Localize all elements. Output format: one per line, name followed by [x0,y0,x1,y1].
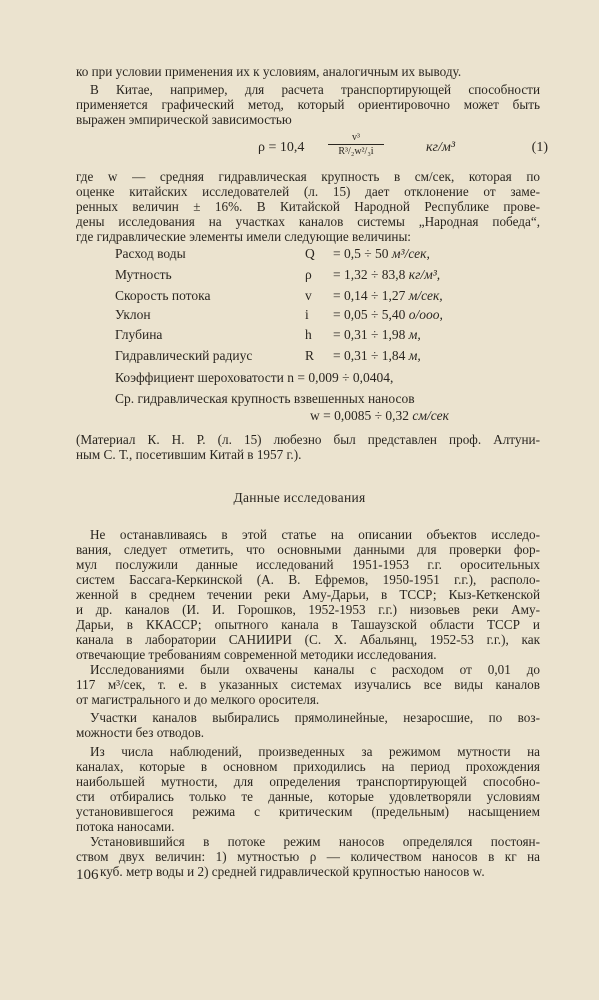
text-line: 117 м³/сек, т. е. в указанных системах изучались все виды каналов [76,677,540,692]
param-name: Уклон [115,307,151,322]
text-line: ко при условии применения их к условиям, аналогичным их выводу. [76,64,462,79]
formula-unit: кг/м³ [426,140,456,155]
param-value: = 0,31 ÷ 1,98 м, [333,327,421,342]
param-row [115,347,535,365]
text-line: сти отбирались только те данные, которые удовлетворяли условиям [76,789,540,804]
text-line: систем Бассага-Керкинской (А. В. Ефремов, 1950-1951 г.г.), располо- [76,572,540,587]
param-symbol: ρ [305,267,312,282]
param-name: Расход воды [115,246,186,261]
param-unit: м/сек, [408,288,443,303]
text-line: от магистрального и до мелкого оросителя. [76,692,320,707]
formula-numerator: v³ [352,132,360,143]
param-symbol: h [305,327,312,342]
param-symbol: i [305,307,309,322]
param-name: Гидравлический радиус [115,348,253,363]
text-line: выражен эмпирической зависимостью [76,112,292,127]
param-unit: о/ооо, [408,307,443,322]
text-line: В Китае, например, для расчета транспортирующей способности [90,82,540,97]
param-unit: кг/м³, [408,267,441,282]
roughness-line: Коэффициент шероховатости n = 0,009 ÷ 0,0404, [115,370,394,385]
settling-unit: см/сек [412,408,449,423]
text-line: дены исследования на участках каналов системы „Народная победа“, [76,214,540,229]
formula-1 [258,132,548,166]
param-row [115,287,535,305]
text-line: вания, следует отметить, что основными данными для проверки фор- [76,542,540,557]
param-value: = 0,5 ÷ 50 м³/сек, [333,246,430,261]
settling-line: Ср. гидравлическая крупность взвешенных наносов [115,391,415,406]
param-value: = 0,31 ÷ 1,84 м, [333,348,421,363]
text-line: где w — средняя гидравлическая крупность в см/сек, которая по [76,169,540,184]
param-row [115,306,535,324]
text-line: ством двух величин: 1) мутностью ρ — количеством наносов в кг на [76,849,540,864]
text-line: ным С. Т., посетившим Китай в 1957 г.). [76,447,302,462]
param-symbol: v [305,288,312,303]
param-name: Глубина [115,327,163,342]
text-line: Участки каналов выбирались прямолинейные, незаросшие, по воз- [90,710,540,725]
text-line: Исследованиями были охвачены каналы с расходом от 0,01 до [90,662,540,677]
text-line: куб. метр воды и 2) средней гидравлической крупностью наносов w. [100,864,485,879]
text-line: можности без отводов. [76,725,205,740]
settling-value-line [310,407,540,425]
text-line: отвечающие требованиям современной методики исследования. [76,647,437,662]
param-row [115,245,535,263]
text-line: применяется графический метод, который ориентировочно может быть [76,97,540,112]
param-unit: м, [408,327,421,342]
text-line: женной в среднем течении реки Аму-Дарьи, в ТССР; Кыз-Кеткенской [76,587,540,602]
page-number: 106 [76,867,99,883]
settling-value: w = 0,0085 ÷ 0,32 [310,408,410,423]
section-heading: Данные исследования [233,490,366,505]
text-line: каналах, которые в основном приходились на период прохождения [76,759,540,774]
param-name: Скорость потока [115,288,211,303]
text-line: установившегося режима с критическим (предельным) насыщением [76,804,540,819]
param-row [115,266,535,284]
text-line: Из числа наблюдений, произведенных за режимом мутности на [90,744,540,759]
param-name: Мутность [115,267,172,282]
text-line: потока наносами. [76,819,175,834]
param-unit: м³/сек, [391,246,430,261]
text-line: ренных величин ± 16%. В Китайской Народной Республике прове- [76,199,540,214]
param-row [115,326,535,344]
text-line: Не останавливаясь в этой статье на описании объектов исследо- [90,527,540,542]
equation-number: (1) [531,140,548,155]
text-line: где гидравлические элементы имели следующие величины: [76,229,411,244]
text-line: Установившийся в потоке режим наносов определялся постоян- [90,834,540,849]
param-value: = 1,32 ÷ 83,8 кг/м³, [333,267,441,282]
text-line: и др. каналов (И. И. Горошков, 1952-1953 г.г.) низовьев реки Аму- [76,602,540,617]
fraction-bar [328,144,384,145]
text-line: мул послужили данные исследований 1951-1953 г.г. оросительных [76,557,540,572]
param-value: = 0,05 ÷ 5,40 о/ооо, [333,307,443,322]
param-unit: м, [408,348,421,363]
formula-denominator: R³/₂w²/₃i [338,146,374,157]
text-line: канала в лаборатории САНИИРИ (С. Х. Абальянц, 1952-53 г.г.), как [76,632,540,647]
text-line: (Материал К. Н. Р. (л. 15) любезно был представлен проф. Алтуни- [76,432,540,447]
formula-fraction [328,132,384,157]
param-value: = 0,14 ÷ 1,27 м/сек, [333,288,443,303]
param-symbol: Q [305,246,315,261]
param-symbol: R [305,348,315,363]
formula-lhs: ρ = 10,4 [258,140,305,155]
text-line: Дарьи, в ККАССР; опытного канала в Ташаузской области ТССР и [76,617,540,632]
text-line: оценке китайских исследователей (л. 15) дает отклонение от заме- [76,184,540,199]
text-line: наибольшей мутности, для определения транспортирующей способно- [76,774,540,789]
